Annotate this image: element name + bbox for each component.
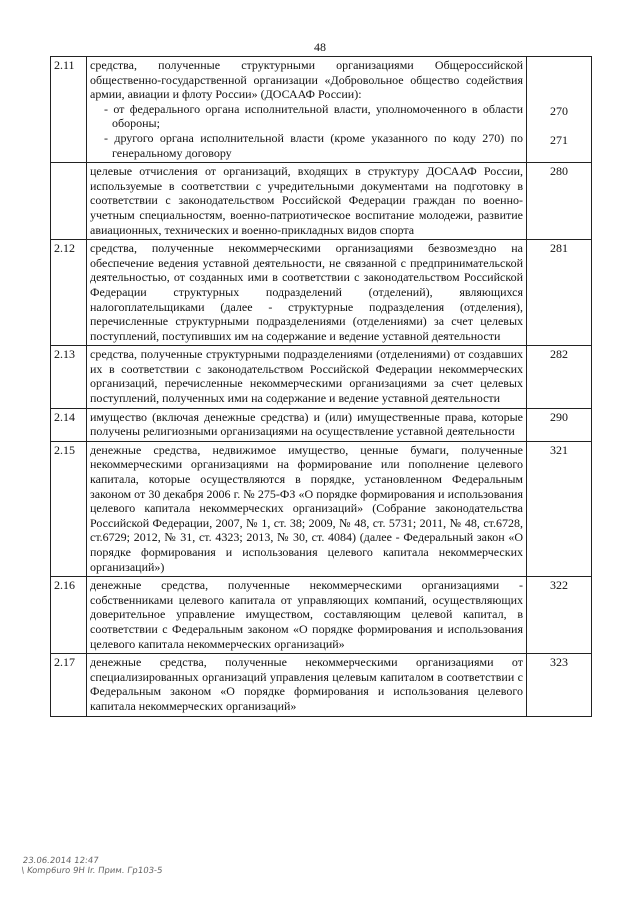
sub-item-text: - от федерального органа исполнительной власти, уполномоченного в области обороны; — [104, 101, 523, 131]
table-row — [51, 577, 592, 654]
row-value: 282 — [527, 346, 592, 408]
table-row — [51, 57, 592, 163]
row-value: 322 — [527, 577, 592, 654]
print-footer — [21, 856, 165, 876]
codes-table — [50, 56, 592, 717]
row-value: 321 — [527, 441, 592, 576]
row-code: 2.16 — [51, 577, 87, 654]
row-code: 2.12 — [51, 240, 87, 346]
row-code: 2.11 — [51, 57, 87, 163]
row-text: целевые отчисления от организаций, входящих в структуру ДОСААФ России, используемые в соответствии с учредительными документами на подготовку в соответствии с законодательством Российской Федерации граждан по военно-учетным специальностям, военно-патриотическое воспитание молодежи, развитие авиационных, технических и военно-прикладных видов спорта — [87, 163, 527, 240]
sub-item-value: 270 — [550, 104, 568, 118]
sub-item-text: - другого органа исполнительной власти (кроме указанного по коду 270) по генеральному договору — [104, 130, 523, 160]
table-row — [51, 346, 592, 408]
row-text: имущество (включая денежные средства) и (или) имущественные права, которые получены религиозными организациями на осуществление уставной деятельности — [87, 408, 527, 441]
row-value: 280 — [527, 163, 592, 240]
table-row — [51, 441, 592, 576]
row-text: денежные средства, недвижимое имущество, ценные бумаги, полученные некоммерческими организациями на формирование или пополнение целевого капитала, которые осуществляются в порядке, установленном Федеральным законом от 30 декабря 2006 г. № 275-ФЗ «О порядке формирования и использования целевого капитала некоммерческих организаций» (Собрание законодательства Российской Федерации, 2007, № 1, ст. 38; 2009, № 48, ст. 5731; 2011, № 48, ст.6728, ст.6729; 2012, № 31, ст. 4323; 2013, № 30, ст. 4084) (далее - Федеральный закон «О порядке формирования и использования целевого капитала некоммерческих организаций») — [87, 441, 527, 576]
print-timestamp: 23.06.2014 12:47 — [22, 856, 100, 866]
table-row — [51, 240, 592, 346]
page-number: 48 — [314, 40, 326, 54]
table-row — [51, 654, 592, 716]
row-text: средства, полученные структурными подразделениями (отделениями) от создавших их в соответствии с законодательством Российской Федерации некоммерческих организаций, перечисленные некоммерческими организациями за счет целевых поступлений, полученных ими на содержание и ведение уставной деятельности — [87, 346, 527, 408]
row-code: 2.17 — [51, 654, 87, 716]
row-text: денежные средства, полученные некоммерческими организациями от специализированных организаций управления целевым капиталом в соответствии с Федеральным законом «О порядке формирования и использования целевого капитала некоммерческих организаций» — [87, 654, 527, 716]
row-intro-text: средства, полученные структурными организациями Общероссийской общественно-государственной организации «Добровольное общество содействия армии, авиации и флоту России» (ДОСААФ России): — [90, 58, 523, 102]
print-path: \ Komp6uro 9H Ir. Прим. Гр103-5 — [20, 866, 164, 876]
row-text: денежные средства, полученные некоммерческими организациями - собственниками целевого капитала от управляющих компаний, осуществляющих доверительное управление имуществом, составляющим целевой капитал, в соответствии с Федеральным законом «О порядке формирования и использования целевого капитала некоммерческих организаций» — [87, 577, 527, 654]
row-text: средства, полученные некоммерческими организациями безвозмездно на обеспечение ведения уставной деятельности, не связанной с предпринимательской деятельностью, от созданных ими в соответствии с законодательством Российской Федерации структурных подразделений (отделений), являющихся налогоплательщиками (далее - структурные подразделения (отделения), перечисленные структурными подразделениями (отделениями) за счет целевых поступлений, поступивших им на содержание и ведение уставной деятельности — [87, 240, 527, 346]
row-code: 2.14 — [51, 408, 87, 441]
row-value: 323 — [527, 654, 592, 716]
row-value — [527, 57, 592, 163]
table-row — [51, 163, 592, 240]
row-value: 290 — [527, 408, 592, 441]
row-code: 2.15 — [51, 441, 87, 576]
row-value: 281 — [527, 240, 592, 346]
sub-item-value: 271 — [550, 132, 568, 147]
row-code — [51, 163, 87, 240]
row-code: 2.13 — [51, 346, 87, 408]
row-text — [87, 57, 527, 163]
table-row — [51, 408, 592, 441]
